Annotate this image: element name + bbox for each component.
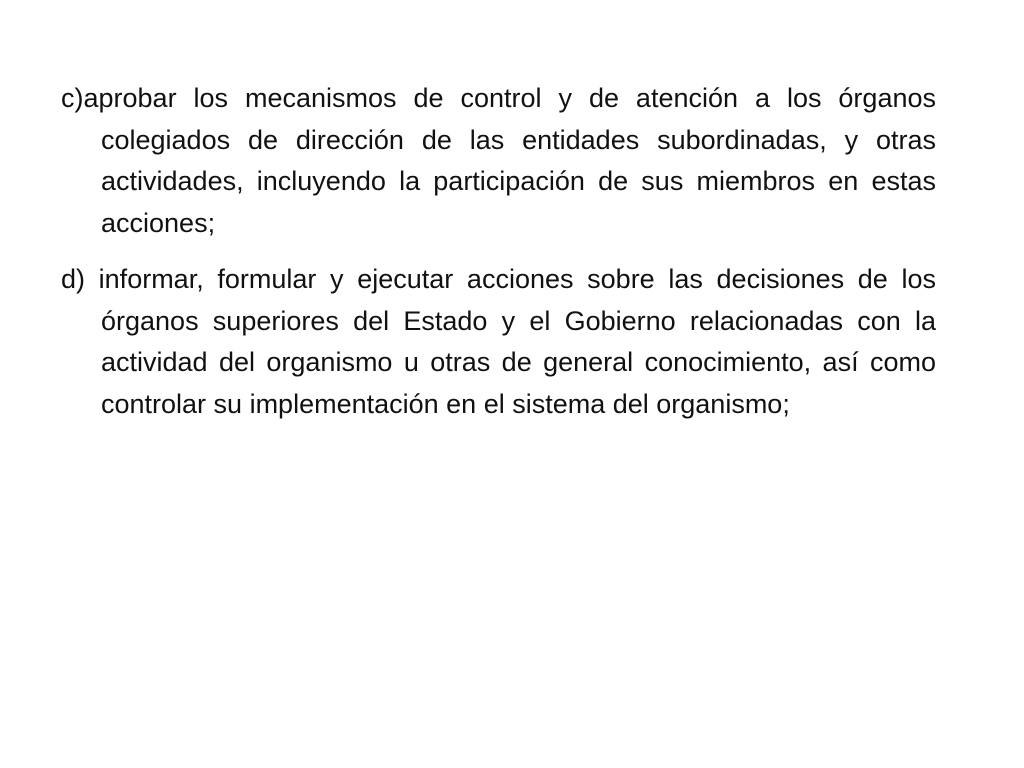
list-item-text: informar, formular y ejecutar acciones sobre las decisiones de los órganos superiores del Estado y el Gobierno relacionadas con la actividad del organismo u otras de general conocimiento, así como controlar su implementación en el sistema del organismo; — [98, 264, 936, 419]
list-item-marker: c) — [61, 83, 84, 113]
list-item-d — [61, 259, 936, 425]
list-item-marker: d) — [61, 264, 99, 294]
list-item-text: aprobar los mecanismos de control y de atención a los órganos colegiados de dirección de las entidades subordinadas, y otras actividades, incluyendo la participación de sus miembros en estas acciones; — [83, 83, 936, 238]
slide-body — [61, 78, 936, 440]
list-item-c — [61, 78, 936, 244]
